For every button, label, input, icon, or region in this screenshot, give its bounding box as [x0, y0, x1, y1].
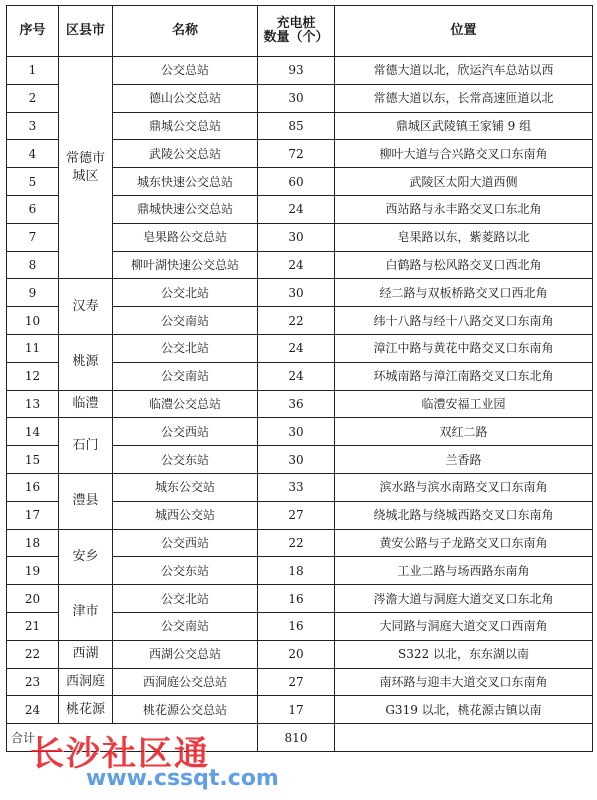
station-name: 鼎城公交总站: [113, 112, 258, 140]
county-cell: 石门: [59, 418, 113, 474]
pile-count: 17: [258, 696, 335, 724]
pile-count: 72: [258, 140, 335, 168]
station-location: 经二路与双板桥路交叉口西北角: [335, 279, 593, 307]
station-name: 公交南站: [113, 612, 258, 640]
station-location: 西站路与永丰路交叉口东北角: [335, 195, 593, 223]
table-header-row: [7, 6, 593, 57]
pile-count: 27: [258, 501, 335, 529]
pile-count: 60: [258, 168, 335, 196]
pile-count: 33: [258, 473, 335, 501]
station-name: 城西公交站: [113, 501, 258, 529]
row-number: 24: [7, 696, 59, 724]
county-cell: 津市: [59, 585, 113, 641]
pile-count: 22: [258, 307, 335, 335]
station-name: 德山公交总站: [113, 84, 258, 112]
row-number: 19: [7, 557, 59, 585]
table-row: [7, 640, 593, 668]
station-location: G319 以北，桃花源古镇以南: [335, 696, 593, 724]
pile-count: 20: [258, 640, 335, 668]
pile-count: 30: [258, 223, 335, 251]
watermark-url: www.cssqt.com: [86, 766, 279, 791]
header-count: 充电桩 数量（个）: [258, 6, 335, 57]
station-name: 公交北站: [113, 279, 258, 307]
station-name: 柳叶湖快速公交总站: [113, 251, 258, 279]
station-name: 西洞庭公交总站: [113, 668, 258, 696]
station-location: 常德大道以东，长常高速匝道以北: [335, 84, 593, 112]
row-number: 18: [7, 529, 59, 557]
table-row: [7, 57, 593, 85]
station-location: 纬十八路与经十八路交叉口东南角: [335, 307, 593, 335]
county-cell: 西洞庭: [59, 668, 113, 696]
row-number: 11: [7, 334, 59, 362]
pile-count: 30: [258, 446, 335, 474]
station-location: S322 以北，东东湖以南: [335, 640, 593, 668]
station-name: 公交西站: [113, 418, 258, 446]
county-cell: 安乡: [59, 529, 113, 585]
station-location: 皂果路以东，紫菱路以北: [335, 223, 593, 251]
table-row: [7, 668, 593, 696]
row-number: 22: [7, 640, 59, 668]
station-location: 临澧安福工业园: [335, 390, 593, 418]
station-location: 南环路与迎丰大道交叉口东南角: [335, 668, 593, 696]
table-row: [7, 390, 593, 418]
county-cell: 桃源: [59, 334, 113, 390]
row-number: 21: [7, 612, 59, 640]
row-number: 13: [7, 390, 59, 418]
table-row: [7, 334, 593, 362]
charging-pile-table: [6, 5, 593, 752]
row-number: 14: [7, 418, 59, 446]
station-name: 公交南站: [113, 362, 258, 390]
station-name: 皂果路公交总站: [113, 223, 258, 251]
station-location: 鼎城区武陵镇王家铺 9 组: [335, 112, 593, 140]
station-location: 工业二路与场西路东南角: [335, 557, 593, 585]
table-row: [7, 585, 593, 613]
station-name: 公交北站: [113, 585, 258, 613]
watermark-text: 长沙社区通: [30, 734, 210, 774]
pile-count: 93: [258, 57, 335, 85]
pile-count: 30: [258, 279, 335, 307]
row-number: 16: [7, 473, 59, 501]
station-name: 临澧公交总站: [113, 390, 258, 418]
station-location: 兰香路: [335, 446, 593, 474]
station-name: 公交东站: [113, 446, 258, 474]
station-name: 城东快速公交总站: [113, 168, 258, 196]
station-location: 黄安公路与子龙路交叉口东南角: [335, 529, 593, 557]
header-county: 区县市: [59, 6, 113, 57]
station-name: 公交西站: [113, 529, 258, 557]
station-name: 西湖公交总站: [113, 640, 258, 668]
station-name: 鼎城快速公交总站: [113, 195, 258, 223]
county-cell: 西湖: [59, 640, 113, 668]
station-location: 环城南路与漳江南路交叉口东北角: [335, 362, 593, 390]
row-number: 5: [7, 168, 59, 196]
pile-count: 36: [258, 390, 335, 418]
pile-count: 18: [258, 557, 335, 585]
row-number: 1: [7, 57, 59, 85]
pile-count: 22: [258, 529, 335, 557]
row-number: 15: [7, 446, 59, 474]
total-row: [7, 724, 593, 752]
header-name: 名称: [113, 6, 258, 57]
pile-count: 24: [258, 251, 335, 279]
pile-count: 30: [258, 418, 335, 446]
station-name: 公交东站: [113, 557, 258, 585]
table-row: [7, 473, 593, 501]
station-name: 公交北站: [113, 334, 258, 362]
county-cell: 汉寿: [59, 279, 113, 335]
pile-count: 24: [258, 195, 335, 223]
pile-count: 27: [258, 668, 335, 696]
station-location: 柳叶大道与合兴路交叉口东南角: [335, 140, 593, 168]
row-number: 7: [7, 223, 59, 251]
table-row: [7, 418, 593, 446]
row-number: 9: [7, 279, 59, 307]
total-location-empty: [335, 724, 593, 752]
county-cell: 桃花源: [59, 696, 113, 724]
pile-count: 24: [258, 362, 335, 390]
station-location: 常德大道以北，欣运汽车总站以西: [335, 57, 593, 85]
station-name: 桃花源公交总站: [113, 696, 258, 724]
row-number: 6: [7, 195, 59, 223]
row-number: 2: [7, 84, 59, 112]
station-name: 公交总站: [113, 57, 258, 85]
header-location: 位置: [335, 6, 593, 57]
table-row: [7, 279, 593, 307]
total-count: 810: [258, 724, 335, 752]
station-location: 涔澹大道与洞庭大道交叉口东北角: [335, 585, 593, 613]
station-name: 城东公交站: [113, 473, 258, 501]
pile-count: 85: [258, 112, 335, 140]
station-location: 白鹤路与松风路交叉口西北角: [335, 251, 593, 279]
county-cell: 临澧: [59, 390, 113, 418]
row-number: 12: [7, 362, 59, 390]
station-location: 绕城北路与绕城西路交叉口东南角: [335, 501, 593, 529]
row-number: 3: [7, 112, 59, 140]
row-number: 20: [7, 585, 59, 613]
row-number: 17: [7, 501, 59, 529]
station-location: 武陵区太阳大道西侧: [335, 168, 593, 196]
station-name: 公交南站: [113, 307, 258, 335]
pile-count: 16: [258, 612, 335, 640]
station-location: 漳江中路与黄花中路交叉口东南角: [335, 334, 593, 362]
total-label: 合计: [7, 724, 258, 752]
station-location: 滨水路与滨水南路交叉口东南角: [335, 473, 593, 501]
row-number: 10: [7, 307, 59, 335]
pile-count: 24: [258, 334, 335, 362]
county-cell: 澧县: [59, 473, 113, 529]
station-name: 武陵公交总站: [113, 140, 258, 168]
station-location: 大同路与洞庭大道交叉口西南角: [335, 612, 593, 640]
pile-count: 30: [258, 84, 335, 112]
header-no: 序号: [7, 6, 59, 57]
row-number: 8: [7, 251, 59, 279]
table-row: [7, 529, 593, 557]
station-location: 双红二路: [335, 418, 593, 446]
pile-count: 16: [258, 585, 335, 613]
county-cell: 常德市 城区: [59, 57, 113, 279]
row-number: 4: [7, 140, 59, 168]
table-row: [7, 696, 593, 724]
row-number: 23: [7, 668, 59, 696]
